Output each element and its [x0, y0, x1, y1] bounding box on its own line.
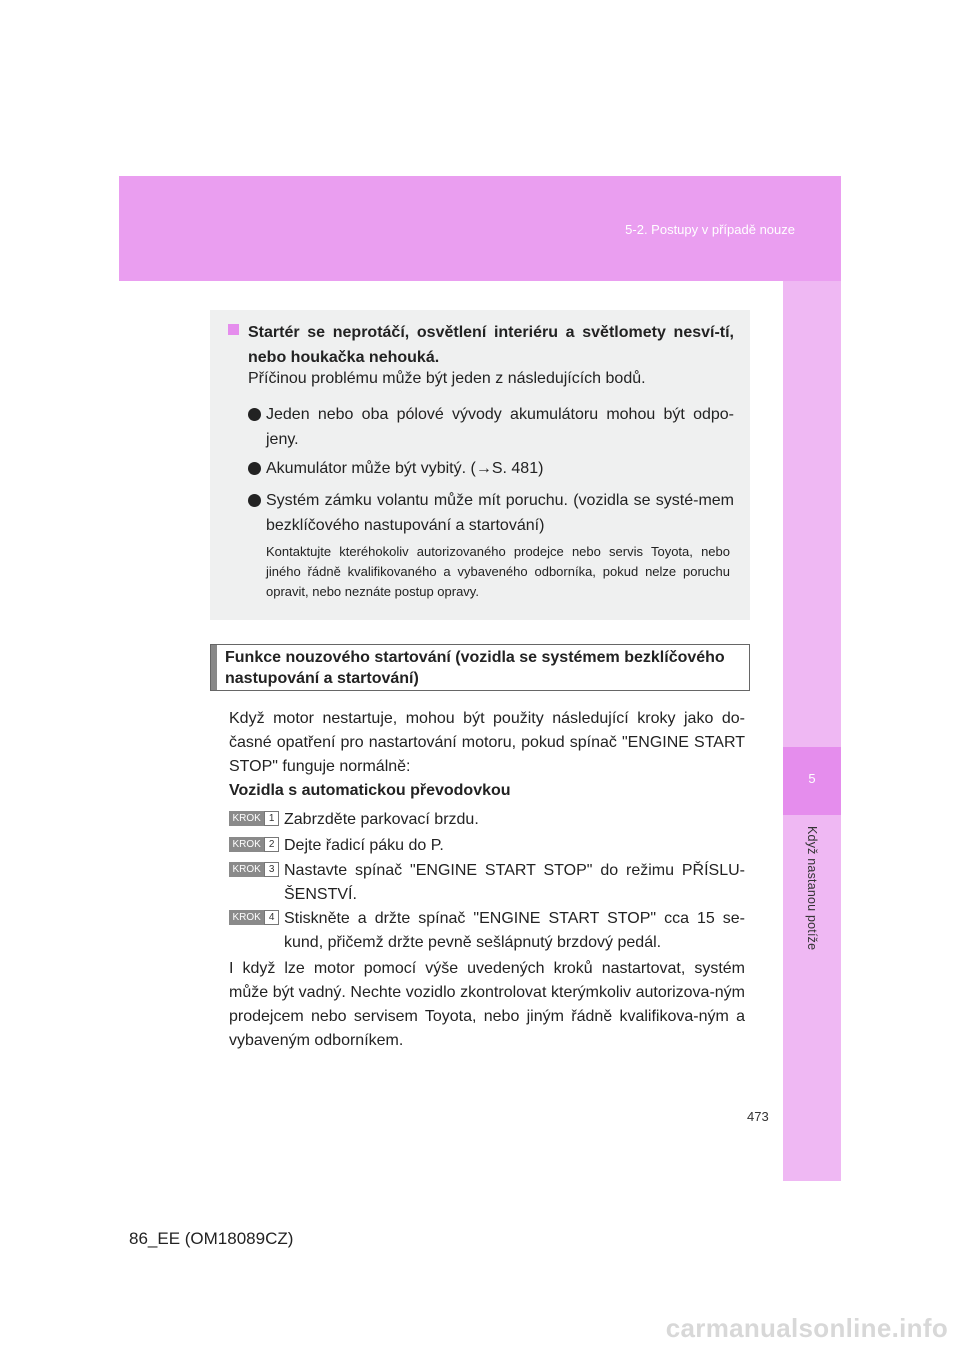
step-text: Stiskněte a držte spínač "ENGINE START STOP" cca 15 se-kund, přičemž držte pevně sešlápnutý brzdový pedál.: [284, 910, 745, 951]
step-label: KROK: [229, 837, 264, 852]
subheading: Vozidla s automatickou převodovkou: [229, 782, 511, 799]
section-header-bar: [211, 645, 217, 690]
note-heading-text: Startér se neprotáčí, osvětlení interiéru a světlomety nesví-tí, nebo houkačka nehouká.: [248, 324, 734, 366]
closing-paragraph: I když lze motor pomocí výše uvedených kroků nastartovat, systém může být vadný. Nechte vozidlo zkontrolovat kterýmkoliv autorizova-ným prodejcem nebo servisem Toyota, nebo jiným řádně kvalifikova-ným a vybaveným odborníkem.: [229, 960, 745, 1049]
chapter-number: 5: [808, 771, 816, 786]
step-label: KROK: [229, 910, 264, 925]
step-badge: [229, 910, 279, 925]
list-item-text: Akumulátor může být vybitý. (→S. 481): [266, 460, 544, 477]
step-badge: [229, 862, 279, 877]
troubleshooting-note-box: [210, 310, 750, 620]
chapter-title-vertical: Když nastanou potíže: [805, 826, 819, 951]
step-number: 4: [264, 910, 279, 925]
list-item-text: Jeden nebo oba pólové vývody akumulátoru mohou být odpo-jeny.: [266, 406, 734, 448]
step-text: Zabrzděte parkovací brzdu.: [284, 811, 479, 828]
watermark: carmanualsonline.info: [665, 1313, 948, 1343]
step-item: [229, 808, 745, 832]
section-intro: Když motor nestartuje, mohou být použity následující kroky jako do-časné opatření pro nastartování motoru, pokud spínač "ENGINE START STOP" funguje normálně:: [229, 710, 745, 775]
step-label: KROK: [229, 811, 264, 826]
step-number: 3: [264, 862, 279, 877]
note-intro: Příčinou problému může být jeden z následujících bodů.: [248, 370, 646, 387]
step-badge: [229, 811, 279, 826]
list-item: [228, 456, 734, 481]
note-heading: [228, 320, 734, 370]
step-label: KROK: [229, 862, 264, 877]
section-header: [210, 644, 750, 691]
chapter-tab: [783, 747, 841, 815]
step-item: [229, 834, 745, 858]
list-item: [228, 488, 734, 538]
list-item-text: Systém zámku volantu může mít poruchu. (vozidla se systé-mem bezklíčového nastupování a startování): [266, 492, 734, 534]
list-item: [228, 402, 734, 452]
section-title: Funkce nouzového startování (vozidla se systémem bezklíčového nastupování a startování): [225, 649, 725, 687]
chapter-side-strip: [783, 281, 841, 1181]
step-text: Nastavte spínač "ENGINE START STOP" do režimu PŘÍSLU-ŠENSTVÍ.: [284, 862, 745, 903]
document-code: 86_EE (OM18089CZ): [129, 1229, 294, 1248]
step-item: [229, 907, 745, 955]
step-item: [229, 859, 745, 907]
step-text: Dejte řadicí páku do P.: [284, 837, 444, 854]
page-number: 473: [747, 1109, 769, 1124]
chapter-header-band: [119, 176, 841, 281]
contact-note: Kontaktujte kteréhokoliv autorizovaného prodejce nebo servis Toyota, nebo jiného řádně kvalifikovaného a vybaveného odborníka, pokud nelze poruchu opravit, nebo neznáte postup opravy.: [266, 544, 730, 599]
section-breadcrumb: 5-2. Postupy v případě nouze: [625, 222, 795, 237]
bullet-dot-icon: [248, 494, 261, 507]
bullet-dot-icon: [248, 462, 261, 475]
step-badge: [229, 837, 279, 852]
step-number: 2: [264, 837, 279, 852]
bullet-dot-icon: [248, 408, 261, 421]
step-number: 1: [264, 811, 279, 826]
